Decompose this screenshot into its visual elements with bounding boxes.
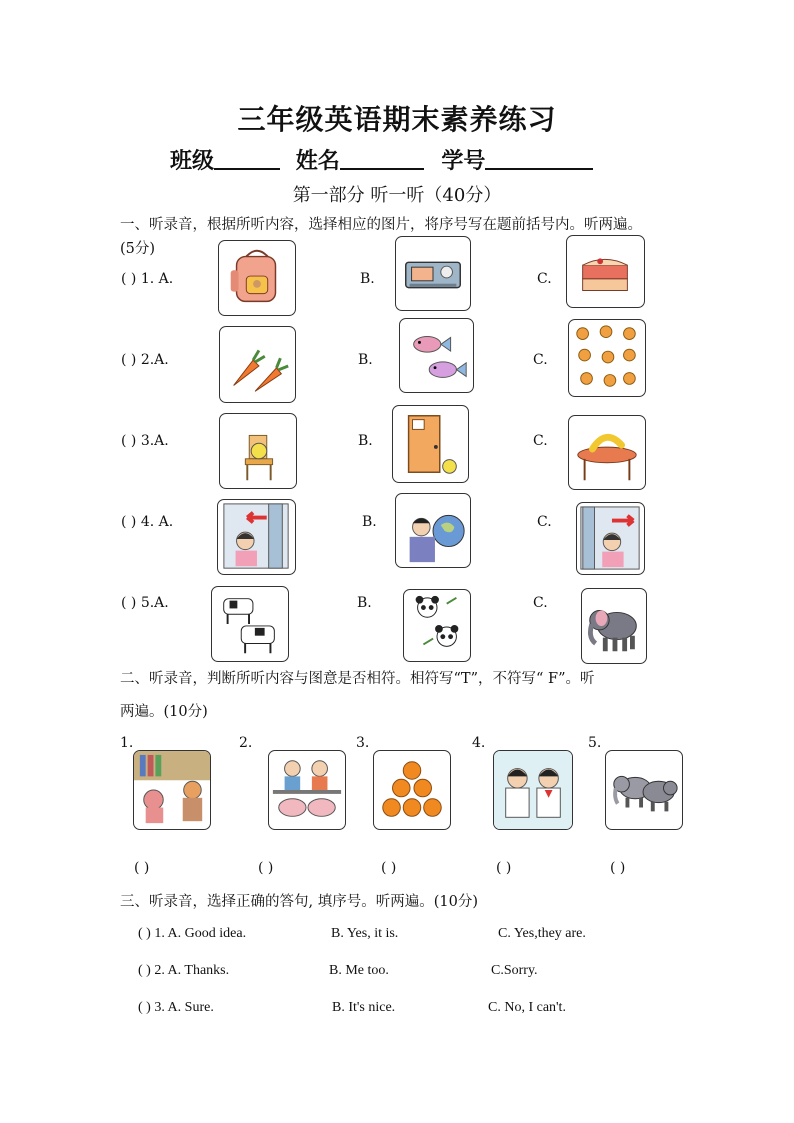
girl-closing-window-icon[interactable] bbox=[576, 502, 645, 575]
name-blank[interactable] bbox=[340, 146, 424, 170]
girls-talking-icon[interactable] bbox=[493, 750, 573, 830]
s2-num-4: 4. bbox=[472, 735, 486, 751]
s3-q3-option-c: C. No, I can't. bbox=[488, 1000, 566, 1015]
id-blank[interactable] bbox=[485, 146, 593, 170]
ball-on-chair-icon[interactable] bbox=[219, 413, 297, 489]
q1-label: ( ) 1. A. bbox=[121, 271, 174, 287]
s2-answer-1[interactable]: ( ) bbox=[134, 860, 150, 876]
cows-icon[interactable] bbox=[211, 586, 289, 662]
elephants-icon[interactable] bbox=[605, 750, 683, 830]
ball-by-door-icon[interactable] bbox=[392, 405, 469, 483]
s2-num-3: 3. bbox=[356, 735, 370, 751]
student-info bbox=[170, 144, 593, 175]
s3-q3-option-b: B. It's nice. bbox=[332, 1000, 396, 1015]
s2-answer-3[interactable]: ( ) bbox=[381, 860, 397, 876]
ducks-icon[interactable] bbox=[568, 319, 646, 397]
bookshelf-scene-icon[interactable] bbox=[133, 750, 211, 830]
s3-q1-option-b: B. Yes, it is. bbox=[331, 926, 399, 941]
section1-instruction: 一、听录音，根据所听内容，选择相应的图片，将序号写在题前括号内。听两遍。 bbox=[120, 217, 642, 233]
carrots-icon[interactable] bbox=[219, 326, 296, 403]
q4-option-c: C. bbox=[537, 514, 552, 530]
s3-q2-option-c: C.Sorry. bbox=[491, 963, 538, 978]
fish-icon[interactable] bbox=[399, 318, 474, 393]
s3-q3-label: ( ) 3. A. Sure. bbox=[138, 1000, 214, 1015]
s2-num-5: 5. bbox=[588, 735, 602, 751]
q3-option-b: B. bbox=[358, 433, 373, 449]
pigs-farm-icon[interactable] bbox=[268, 750, 346, 830]
q3-option-c: C. bbox=[533, 433, 548, 449]
q2-option-b: B. bbox=[358, 352, 373, 368]
section2-instruction: 二、听录音，判断所听内容与图意是否相符。相符写“T”，不符写“ F”。听 bbox=[120, 671, 595, 687]
id-label: 学号 bbox=[441, 148, 486, 174]
q5-option-c: C. bbox=[533, 595, 548, 611]
s3-q2-label: ( ) 2. A. Thanks. bbox=[138, 963, 230, 978]
oranges-icon[interactable] bbox=[373, 750, 451, 830]
q5-label: ( ) 5.A. bbox=[121, 595, 169, 611]
s3-q2-option-b: B. Me too. bbox=[329, 963, 389, 978]
s2-answer-2[interactable]: ( ) bbox=[258, 860, 274, 876]
bananas-on-table-icon[interactable] bbox=[568, 415, 646, 490]
page-title: 三年级英语期末素养练习 bbox=[237, 103, 557, 136]
q3-label: ( ) 3.A. bbox=[121, 433, 169, 449]
name-label: 姓名 bbox=[295, 148, 340, 174]
class-label: 班级 bbox=[170, 148, 215, 174]
boy-map-icon[interactable] bbox=[395, 493, 471, 568]
s2-num-2: 2. bbox=[239, 735, 253, 751]
pencil-box-icon[interactable] bbox=[395, 236, 471, 311]
part-heading: 第一部分 听一听（40分） bbox=[292, 185, 502, 206]
q4-label: ( ) 4. A. bbox=[121, 514, 174, 530]
girl-opening-window-icon[interactable] bbox=[217, 499, 296, 575]
q1-option-c: C. bbox=[537, 271, 552, 287]
elephant-icon[interactable] bbox=[581, 588, 647, 664]
q5-option-b: B. bbox=[357, 595, 372, 611]
q1-option-b: B. bbox=[360, 271, 375, 287]
class-blank[interactable] bbox=[214, 146, 280, 170]
section2-points: 两遍。(10分) bbox=[120, 704, 208, 720]
backpack-icon[interactable] bbox=[218, 240, 296, 316]
s2-answer-4[interactable]: ( ) bbox=[496, 860, 512, 876]
q4-option-b: B. bbox=[362, 514, 377, 530]
pandas-icon[interactable] bbox=[403, 589, 471, 662]
q2-option-c: C. bbox=[533, 352, 548, 368]
s3-q1-option-c: C. Yes,they are. bbox=[498, 926, 586, 941]
s2-num-1: 1. bbox=[120, 735, 134, 751]
q2-label: ( ) 2.A. bbox=[121, 352, 169, 368]
section1-points: (5分) bbox=[120, 241, 156, 257]
section3-instruction: 三、听录音，选择正确的答句, 填序号。听两遍。(10分) bbox=[120, 894, 478, 910]
s3-q1-label: ( ) 1. A. Good idea. bbox=[138, 926, 247, 941]
s2-answer-5[interactable]: ( ) bbox=[610, 860, 626, 876]
cake-icon[interactable] bbox=[566, 235, 645, 308]
